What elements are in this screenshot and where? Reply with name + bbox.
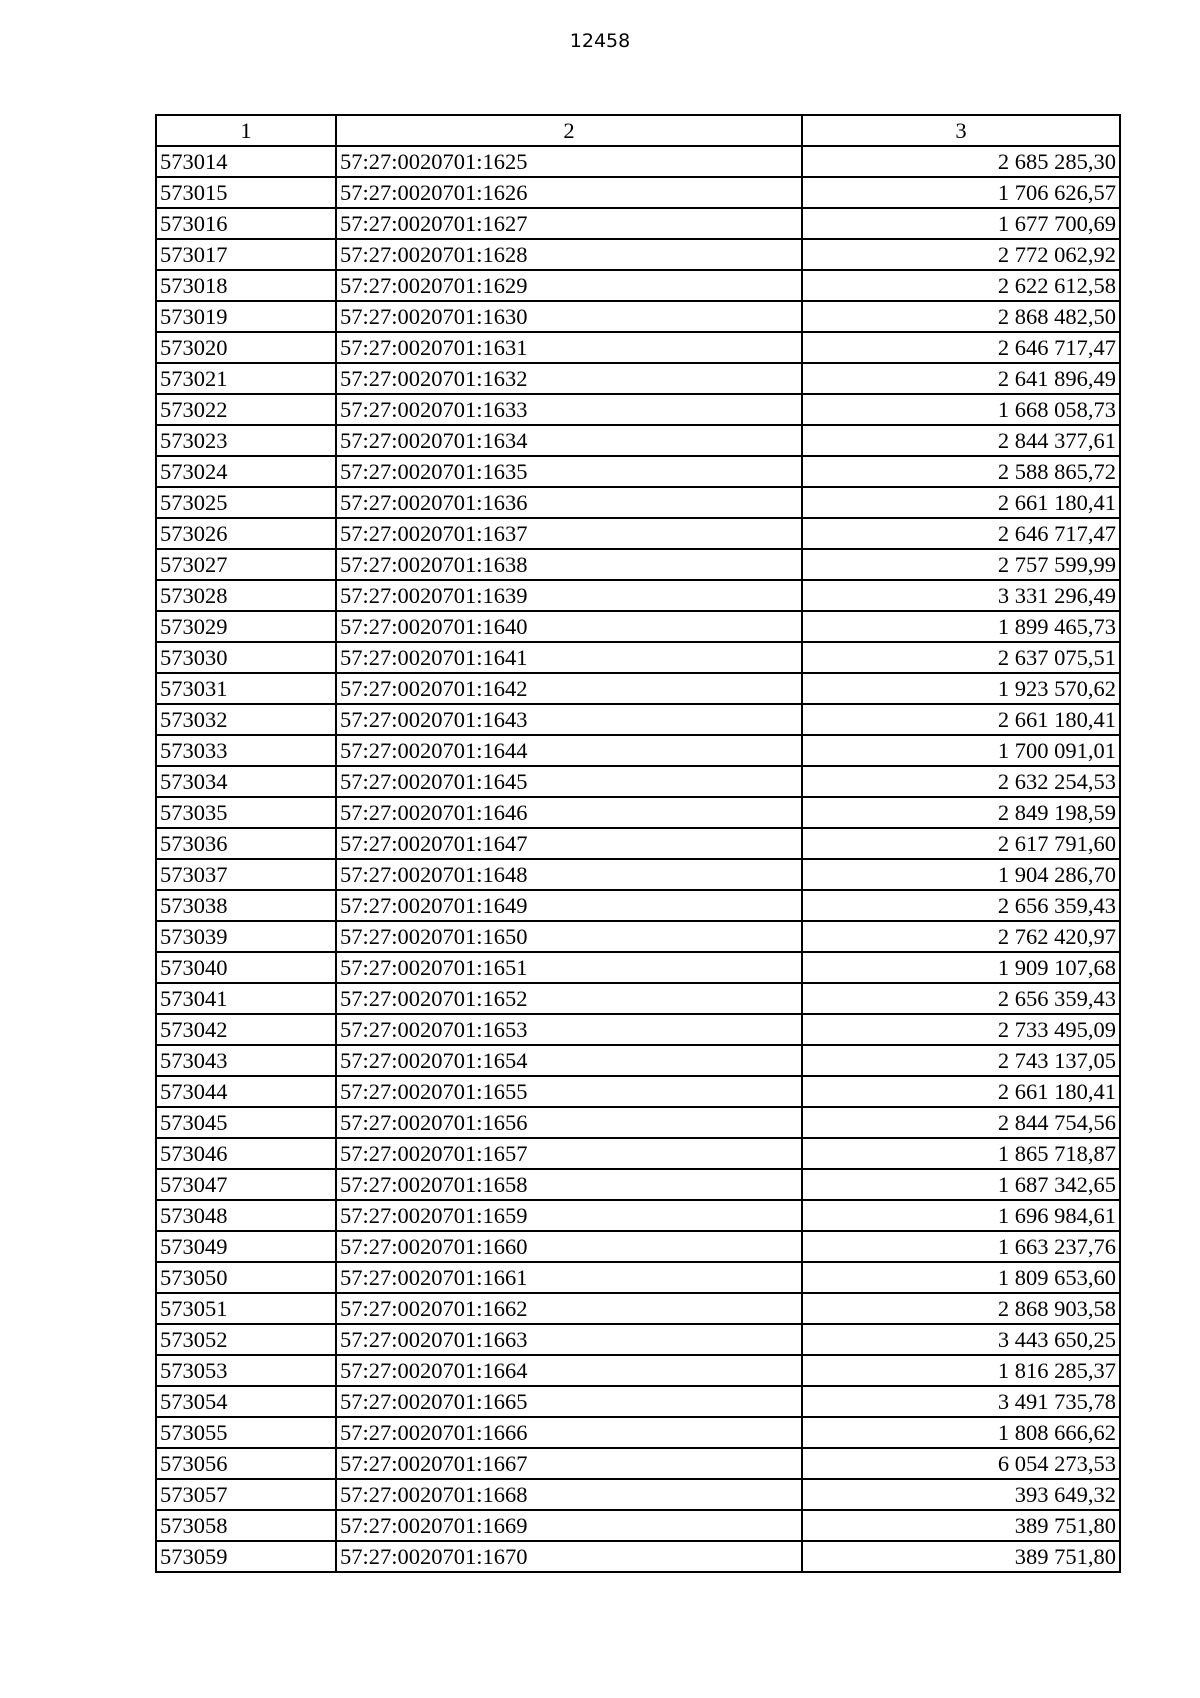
table-row — [156, 1293, 1120, 1324]
value-cell: 1 899 465,73 — [802, 611, 1120, 642]
value-cell: 2 849 198,59 — [802, 797, 1120, 828]
value-cell: 1 923 570,62 — [802, 673, 1120, 704]
row-number-cell: 573044 — [156, 1076, 336, 1107]
value-cell: 2 646 717,47 — [802, 518, 1120, 549]
row-number-cell: 573057 — [156, 1479, 336, 1510]
column-header-2: 2 — [336, 115, 802, 146]
table-row — [156, 239, 1120, 270]
value-cell: 2 661 180,41 — [802, 1076, 1120, 1107]
row-number-cell: 573028 — [156, 580, 336, 611]
row-number-cell: 573018 — [156, 270, 336, 301]
cadastral-number-cell: 57:27:0020701:1627 — [336, 208, 802, 239]
row-number-cell: 573041 — [156, 983, 336, 1014]
row-number-cell: 573014 — [156, 146, 336, 177]
value-cell: 2 743 137,05 — [802, 1045, 1120, 1076]
row-number-cell: 573033 — [156, 735, 336, 766]
value-cell: 2 661 180,41 — [802, 487, 1120, 518]
cadastral-number-cell: 57:27:0020701:1640 — [336, 611, 802, 642]
value-cell: 6 054 273,53 — [802, 1448, 1120, 1479]
table-row — [156, 797, 1120, 828]
table-row — [156, 1355, 1120, 1386]
cadastral-number-cell: 57:27:0020701:1629 — [336, 270, 802, 301]
cadastral-number-cell: 57:27:0020701:1668 — [336, 1479, 802, 1510]
cadastral-number-cell: 57:27:0020701:1634 — [336, 425, 802, 456]
value-cell: 1 668 058,73 — [802, 394, 1120, 425]
cadastral-number-cell: 57:27:0020701:1628 — [336, 239, 802, 270]
row-number-cell: 573046 — [156, 1138, 336, 1169]
cadastral-number-cell: 57:27:0020701:1661 — [336, 1262, 802, 1293]
cadastral-number-cell: 57:27:0020701:1635 — [336, 456, 802, 487]
value-cell: 2 641 896,49 — [802, 363, 1120, 394]
cadastral-number-cell: 57:27:0020701:1669 — [336, 1510, 802, 1541]
column-header-1: 1 — [156, 115, 336, 146]
row-number-cell: 573031 — [156, 673, 336, 704]
table-body — [156, 146, 1120, 1572]
header-row — [156, 115, 1120, 146]
table-row — [156, 673, 1120, 704]
table-row — [156, 983, 1120, 1014]
cadastral-number-cell: 57:27:0020701:1657 — [336, 1138, 802, 1169]
cadastral-number-cell: 57:27:0020701:1645 — [336, 766, 802, 797]
cadastral-number-cell: 57:27:0020701:1644 — [336, 735, 802, 766]
row-number-cell: 573032 — [156, 704, 336, 735]
value-cell: 1 808 666,62 — [802, 1417, 1120, 1448]
value-cell: 2 656 359,43 — [802, 890, 1120, 921]
table-row — [156, 611, 1120, 642]
row-number-cell: 573023 — [156, 425, 336, 456]
table-row — [156, 549, 1120, 580]
cadastral-number-cell: 57:27:0020701:1651 — [336, 952, 802, 983]
table-row — [156, 859, 1120, 890]
value-cell: 389 751,80 — [802, 1510, 1120, 1541]
row-number-cell: 573052 — [156, 1324, 336, 1355]
value-cell: 2 733 495,09 — [802, 1014, 1120, 1045]
row-number-cell: 573042 — [156, 1014, 336, 1045]
data-table — [155, 114, 1121, 1573]
table-row — [156, 704, 1120, 735]
value-cell: 2 844 754,56 — [802, 1107, 1120, 1138]
row-number-cell: 573020 — [156, 332, 336, 363]
row-number-cell: 573058 — [156, 1510, 336, 1541]
row-number-cell: 573039 — [156, 921, 336, 952]
cadastral-number-cell: 57:27:0020701:1663 — [336, 1324, 802, 1355]
table-header — [156, 115, 1120, 146]
table-row — [156, 487, 1120, 518]
cadastral-number-cell: 57:27:0020701:1625 — [336, 146, 802, 177]
table-row — [156, 425, 1120, 456]
value-cell: 1 687 342,65 — [802, 1169, 1120, 1200]
table-row — [156, 580, 1120, 611]
table-row — [156, 208, 1120, 239]
value-cell: 2 868 903,58 — [802, 1293, 1120, 1324]
table-row — [156, 1045, 1120, 1076]
cadastral-number-cell: 57:27:0020701:1650 — [336, 921, 802, 952]
row-number-cell: 573047 — [156, 1169, 336, 1200]
cadastral-number-cell: 57:27:0020701:1647 — [336, 828, 802, 859]
value-cell: 1 909 107,68 — [802, 952, 1120, 983]
table-row — [156, 1107, 1120, 1138]
value-cell: 1 677 700,69 — [802, 208, 1120, 239]
row-number-cell: 573035 — [156, 797, 336, 828]
table-row — [156, 394, 1120, 425]
cadastral-number-cell: 57:27:0020701:1646 — [336, 797, 802, 828]
value-cell: 1 696 984,61 — [802, 1200, 1120, 1231]
value-cell: 1 706 626,57 — [802, 177, 1120, 208]
row-number-cell: 573038 — [156, 890, 336, 921]
value-cell: 2 632 254,53 — [802, 766, 1120, 797]
row-number-cell: 573030 — [156, 642, 336, 673]
row-number-cell: 573043 — [156, 1045, 336, 1076]
table-row — [156, 1448, 1120, 1479]
row-number-cell: 573049 — [156, 1231, 336, 1262]
table-row — [156, 828, 1120, 859]
cadastral-number-cell: 57:27:0020701:1655 — [336, 1076, 802, 1107]
table-row — [156, 1510, 1120, 1541]
table-row — [156, 1479, 1120, 1510]
row-number-cell: 573053 — [156, 1355, 336, 1386]
value-cell: 3 331 296,49 — [802, 580, 1120, 611]
table-row — [156, 890, 1120, 921]
row-number-cell: 573056 — [156, 1448, 336, 1479]
value-cell: 2 772 062,92 — [802, 239, 1120, 270]
table-row — [156, 1231, 1120, 1262]
row-number-cell: 573025 — [156, 487, 336, 518]
table-row — [156, 1014, 1120, 1045]
value-cell: 1 816 285,37 — [802, 1355, 1120, 1386]
value-cell: 2 868 482,50 — [802, 301, 1120, 332]
row-number-cell: 573036 — [156, 828, 336, 859]
table-row — [156, 1324, 1120, 1355]
value-cell: 2 661 180,41 — [802, 704, 1120, 735]
value-cell: 3 443 650,25 — [802, 1324, 1120, 1355]
cadastral-number-cell: 57:27:0020701:1670 — [336, 1541, 802, 1572]
row-number-cell: 573040 — [156, 952, 336, 983]
cadastral-number-cell: 57:27:0020701:1631 — [336, 332, 802, 363]
table-row — [156, 301, 1120, 332]
cadastral-number-cell: 57:27:0020701:1658 — [336, 1169, 802, 1200]
cadastral-number-cell: 57:27:0020701:1656 — [336, 1107, 802, 1138]
cadastral-number-cell: 57:27:0020701:1659 — [336, 1200, 802, 1231]
row-number-cell: 573017 — [156, 239, 336, 270]
row-number-cell: 573021 — [156, 363, 336, 394]
table-row — [156, 146, 1120, 177]
table-row — [156, 1076, 1120, 1107]
row-number-cell: 573051 — [156, 1293, 336, 1324]
table-row — [156, 1417, 1120, 1448]
table-row — [156, 952, 1120, 983]
value-cell: 1 809 653,60 — [802, 1262, 1120, 1293]
value-cell: 2 757 599,99 — [802, 549, 1120, 580]
table-row — [156, 456, 1120, 487]
cadastral-number-cell: 57:27:0020701:1630 — [336, 301, 802, 332]
row-number-cell: 573027 — [156, 549, 336, 580]
cadastral-number-cell: 57:27:0020701:1648 — [336, 859, 802, 890]
table-row — [156, 642, 1120, 673]
value-cell: 2 844 377,61 — [802, 425, 1120, 456]
value-cell: 1 663 237,76 — [802, 1231, 1120, 1262]
cadastral-number-cell: 57:27:0020701:1636 — [336, 487, 802, 518]
cadastral-number-cell: 57:27:0020701:1652 — [336, 983, 802, 1014]
value-cell: 393 649,32 — [802, 1479, 1120, 1510]
cadastral-number-cell: 57:27:0020701:1626 — [336, 177, 802, 208]
row-number-cell: 573050 — [156, 1262, 336, 1293]
cadastral-number-cell: 57:27:0020701:1662 — [336, 1293, 802, 1324]
cadastral-number-cell: 57:27:0020701:1667 — [336, 1448, 802, 1479]
value-cell: 2 646 717,47 — [802, 332, 1120, 363]
cadastral-number-cell: 57:27:0020701:1654 — [336, 1045, 802, 1076]
value-cell: 2 637 075,51 — [802, 642, 1120, 673]
cadastral-number-cell: 57:27:0020701:1637 — [336, 518, 802, 549]
table-row — [156, 1200, 1120, 1231]
cadastral-number-cell: 57:27:0020701:1664 — [336, 1355, 802, 1386]
table-row — [156, 1386, 1120, 1417]
cadastral-number-cell: 57:27:0020701:1643 — [336, 704, 802, 735]
table-row — [156, 1541, 1120, 1572]
row-number-cell: 573026 — [156, 518, 336, 549]
cadastral-number-cell: 57:27:0020701:1665 — [336, 1386, 802, 1417]
cadastral-number-cell: 57:27:0020701:1642 — [336, 673, 802, 704]
row-number-cell: 573059 — [156, 1541, 336, 1572]
row-number-cell: 573022 — [156, 394, 336, 425]
table-row — [156, 1262, 1120, 1293]
value-cell: 3 491 735,78 — [802, 1386, 1120, 1417]
cadastral-number-cell: 57:27:0020701:1653 — [336, 1014, 802, 1045]
value-cell: 2 762 420,97 — [802, 921, 1120, 952]
row-number-cell: 573055 — [156, 1417, 336, 1448]
row-number-cell: 573016 — [156, 208, 336, 239]
table-row — [156, 735, 1120, 766]
table-row — [156, 766, 1120, 797]
value-cell: 2 685 285,30 — [802, 146, 1120, 177]
row-number-cell: 573024 — [156, 456, 336, 487]
table-row — [156, 518, 1120, 549]
table-row — [156, 1169, 1120, 1200]
value-cell: 2 617 791,60 — [802, 828, 1120, 859]
value-cell: 389 751,80 — [802, 1541, 1120, 1572]
cadastral-number-cell: 57:27:0020701:1666 — [336, 1417, 802, 1448]
table-row — [156, 1138, 1120, 1169]
row-number-cell: 573034 — [156, 766, 336, 797]
cadastral-number-cell: 57:27:0020701:1632 — [336, 363, 802, 394]
row-number-cell: 573045 — [156, 1107, 336, 1138]
row-number-cell: 573015 — [156, 177, 336, 208]
value-cell: 1 865 718,87 — [802, 1138, 1120, 1169]
row-number-cell: 573037 — [156, 859, 336, 890]
value-cell: 1 904 286,70 — [802, 859, 1120, 890]
cadastral-number-cell: 57:27:0020701:1641 — [336, 642, 802, 673]
table-row — [156, 363, 1120, 394]
cadastral-number-cell: 57:27:0020701:1638 — [336, 549, 802, 580]
cadastral-number-cell: 57:27:0020701:1633 — [336, 394, 802, 425]
column-header-3: 3 — [802, 115, 1120, 146]
row-number-cell: 573048 — [156, 1200, 336, 1231]
table-row — [156, 177, 1120, 208]
value-cell: 2 588 865,72 — [802, 456, 1120, 487]
row-number-cell: 573054 — [156, 1386, 336, 1417]
cadastral-number-cell: 57:27:0020701:1639 — [336, 580, 802, 611]
table-row — [156, 921, 1120, 952]
table-row — [156, 332, 1120, 363]
cadastral-number-cell: 57:27:0020701:1660 — [336, 1231, 802, 1262]
value-cell: 1 700 091,01 — [802, 735, 1120, 766]
table-row — [156, 270, 1120, 301]
row-number-cell: 573019 — [156, 301, 336, 332]
value-cell: 2 622 612,58 — [802, 270, 1120, 301]
value-cell: 2 656 359,43 — [802, 983, 1120, 1014]
row-number-cell: 573029 — [156, 611, 336, 642]
page-number: 12458 — [569, 30, 631, 52]
cadastral-number-cell: 57:27:0020701:1649 — [336, 890, 802, 921]
